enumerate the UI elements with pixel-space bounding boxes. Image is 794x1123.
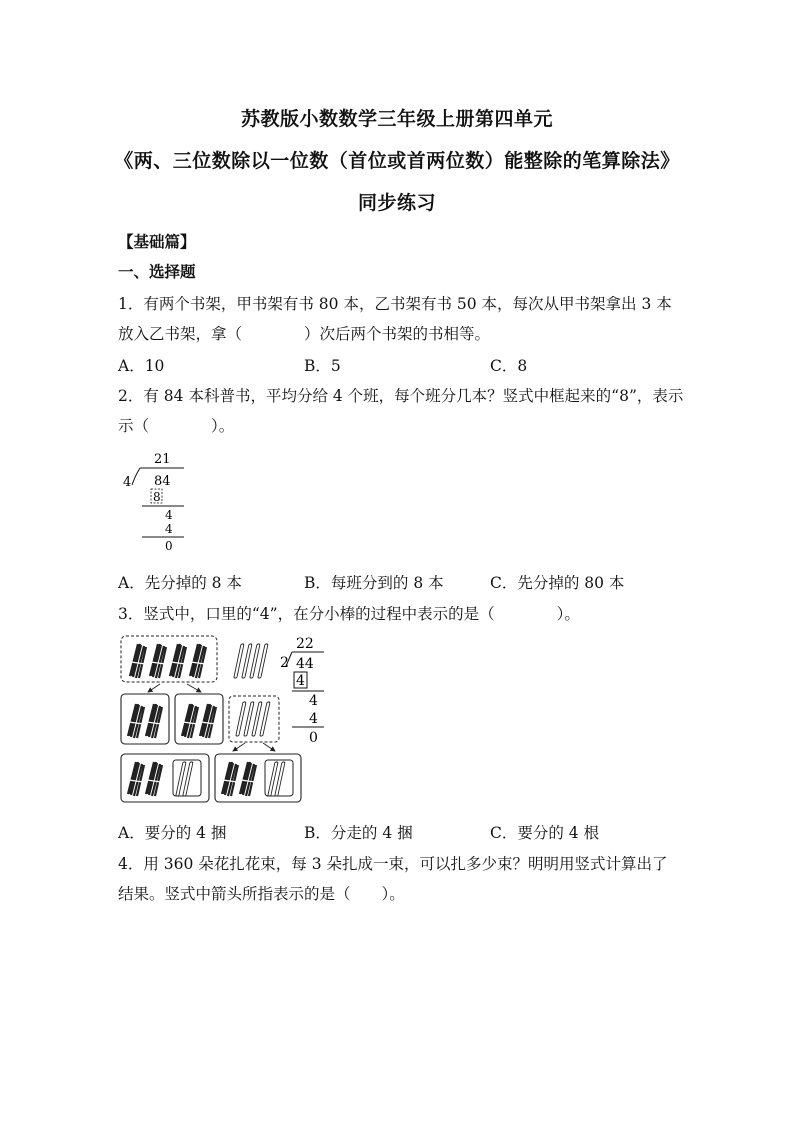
bundle-icon xyxy=(146,762,162,796)
q3-quotient: 22 xyxy=(296,636,314,652)
q3-step3: 4 xyxy=(309,711,318,727)
bundle-icon xyxy=(222,762,238,796)
q2-dividend: 84 xyxy=(154,474,171,489)
q2-step2: 4 xyxy=(165,508,173,522)
q3-remainder: 0 xyxy=(309,730,318,746)
q3-long-division xyxy=(280,632,330,747)
q2-stem-line2: 示（ ）。 xyxy=(118,417,235,435)
q1-stem-line2: 放入乙书架，拿（ ）次后两个书架的书相等。 xyxy=(118,325,491,343)
q2-step1: 8 xyxy=(153,490,161,504)
bundle-icon xyxy=(200,704,216,738)
q2-stem-line1: 2．有 84 本科普书，平均分给 4 个班，每个班分几本？竖式中框起来的“8”，表示 xyxy=(118,387,684,405)
q2-option-b[interactable]: B．每班分到的 8 本 xyxy=(304,574,444,592)
q3-box-2-bundles-right xyxy=(175,694,223,744)
q2-quotient: 21 xyxy=(154,452,171,467)
q1-stem-line1: 1．有两个书架，甲书架有书 80 本，乙书架有书 50 本，每次从甲书架拿出 3 本 xyxy=(118,295,672,313)
bundle-icon xyxy=(130,644,146,678)
q3-option-a[interactable]: A．要分的 4 捆 xyxy=(118,824,227,842)
title-line-1: 苏教版小数数学三年级上册第四单元 xyxy=(240,108,553,130)
q1-option-b[interactable]: B．5 xyxy=(304,357,341,375)
q3-step2: 4 xyxy=(309,693,318,709)
q3-option-c[interactable]: C．要分的 4 根 xyxy=(490,824,600,842)
q4-stem-line1: 4．用 360 朵花扎花束，每 3 朵扎成一束，可以扎多少束？明明用竖式计算出了 xyxy=(118,855,668,873)
q3-divisor: 2 xyxy=(280,655,289,671)
q1-option-a[interactable]: A．10 xyxy=(118,357,165,375)
q2-long-division xyxy=(112,446,192,556)
q3-option-b[interactable]: B．分走的 4 捆 xyxy=(304,824,413,842)
q2-step3: 4 xyxy=(165,522,173,536)
section-part: 一、选择题 xyxy=(118,262,196,281)
title-line-2: 《两、三位数除以一位数（首位或首两位数）能整除的笔算除法》 xyxy=(114,150,680,172)
bundle-icon xyxy=(128,704,144,738)
section-level: 【基础篇】 xyxy=(118,232,196,251)
q4-stem-line2: 结果。竖式中箭头所指表示的是（ ）。 xyxy=(118,885,405,903)
bundle-icon xyxy=(182,704,198,738)
q2-divisor: 4 xyxy=(123,475,132,490)
q3-step1: 4 xyxy=(296,673,305,689)
q1-option-c[interactable]: C．8 xyxy=(490,357,528,375)
bundle-icon xyxy=(128,762,144,796)
bundle-icon xyxy=(150,644,166,678)
title-line-3: 同步练习 xyxy=(357,192,436,214)
q2-option-c[interactable]: C．先分掉的 80 本 xyxy=(490,574,625,592)
q3-box-2-bundles-left xyxy=(121,694,169,744)
bundle-icon xyxy=(146,704,162,738)
q3-stem-line1: 3．竖式中，口里的“4”，在分小棒的过程中表示的是（ ）。 xyxy=(118,605,580,623)
q2-remainder: 0 xyxy=(165,539,173,553)
q2-option-a[interactable]: A．先分掉的 8 本 xyxy=(118,574,242,592)
q3-dividend: 44 xyxy=(296,656,314,672)
bundle-icon xyxy=(190,644,206,678)
bundle-icon xyxy=(170,644,186,678)
bundle-icon xyxy=(240,762,256,796)
